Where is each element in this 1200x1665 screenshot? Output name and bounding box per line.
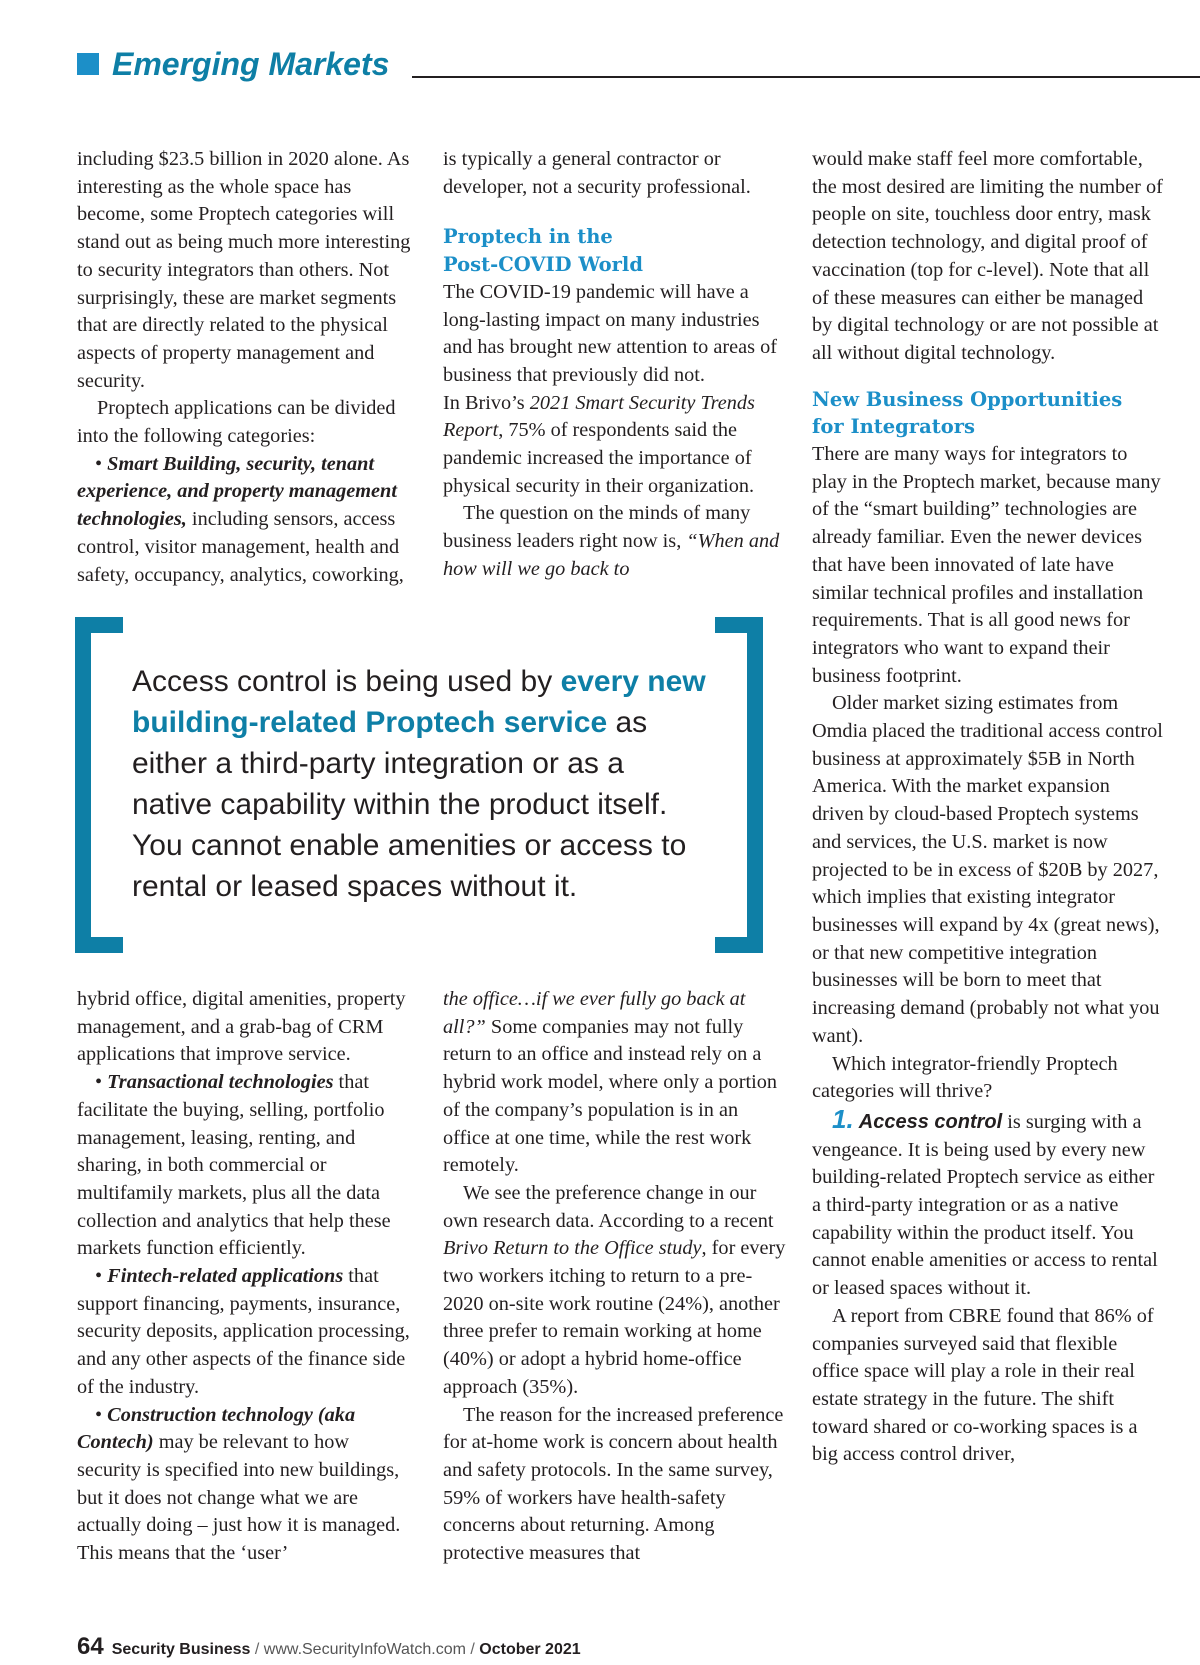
numbered-item: 1. Access control is surging with a vengeance. It is being used by every new building-related Proptech service as either a third-party integration or as a native capability within the product itself. You cannot enable amenities or access to rental or leased spaces without it. [812,1103,1158,1300]
publication-name: Security Business [111,1641,251,1658]
paragraph: hybrid office, digital amenities, property management, and a grab-bag of CRM applications that improve service. [77,988,406,1066]
paragraph: the office…if we ever fully go back at all?” Some companies may not fully return to an office and instead rely on a hybrid work model, where only a portion of the company’s population is in an office at one time, while the rest work remotely. [443,988,778,1177]
paragraph: In Brivo’s 2021 Smart Security Trends Report, 75% of respondents said the pandemic increased the importance of physical security in their organization. [443,391,755,497]
paragraph: Which integrator-friendly Proptech categories will thrive? [812,1052,1118,1103]
paragraph: would make staff feel more comfortable, the most desired are limiting the number of people on site, touchless door entry, mask detection technology, and digital proof of vaccination (top for c-level). Note that all of these measures can either be managed by digital technology or are not possible at all without digital technology. [812,148,1163,364]
paragraph: There are many ways for integrators to play in the Proptech market, because many of the “smart building” technologies are already familiar. Even the newer devices that have been innovated of late have similar technical profiles and installation requirements. That is all good news for integrators who want to expand their business footprint. [812,443,1161,687]
page-number: 64 [77,1633,104,1660]
paragraph: We see the preference change in our own research data. According to a recent Brivo Return to the Office study, for every two workers itching to return to a pre-2020 on-site work routine (24%), another three prefer to remain working at home (40%) or adopt a hybrid home-office approach (35%). [443,1181,786,1398]
subheading: New Business Opportunities for Integrators [812,387,1123,439]
issue-date: October 2021 [479,1641,581,1658]
paragraph: Older market sizing estimates from Omdia placed the traditional access control business at approximately $5B in North America. With the market expansion driven by cloud-based Proptech systems and services, the U.S. market is now projected to be in excess of $20B by 2027, which implies that existing integrator businesses will expand by 4x (great news), or that new competitive integration businesses will be born to meet that increasing demand (probably not what you want). [812,692,1163,1047]
bullet-text: including sensors, access control, visitor management, health and safety, occupancy, analytics, coworking, [77,508,404,586]
paragraph: including $23.5 billion in 2020 alone. As interesting as the whole space has become, some Proptech categories will stand out as being much more interesting to security integrators than others. Not surprisingly, these are market segments that are directly related to the physical aspects of property management and security. [77,148,411,392]
paragraph: A report from CBRE found that 86% of companies surveyed said that flexible office space will play a role in their real estate strategy in the future. The shift toward shared or co-working spaces is a big access control driver, [812,1304,1154,1466]
bullet-item: • Smart Building, security, tenant experience, and property management technologies, including sensors, access control, visitor management, health and safety, occupancy, analytics, coworking, [77,452,404,586]
column-3 [812,146,1164,1469]
item-label: Access control [858,1110,1003,1133]
paragraph: The COVID-19 pandemic will have a long-lasting impact on many industries and has brought new attention to areas of business that previously did not. [443,280,777,386]
right-bracket [715,617,763,953]
item-number: 1. [832,1103,854,1134]
pull-quote-text: Access control is being used by every new building-related Proptech service as either a third-party integration or as a native capability within the product itself. You cannot enable amenities or access to rental or leased spaces without it. [132,665,706,903]
paragraph: The question on the minds of many business leaders right now is, “When and how will we go back to [443,502,780,580]
section-square-icon [77,53,99,75]
subheading: Proptech in the Post-COVID World [443,225,643,277]
column-1-bottom [77,986,417,1568]
bullet-item: • Transactional technologies that facilitate the buying, selling, portfolio management, leasing, renting, and sharing, in both commercial or multifamily markets, plus all the data collection and analytics that help these markets function efficiently. [77,1071,391,1260]
section-header [77,44,1200,84]
section-title: Emerging Markets [112,46,390,82]
paragraph: The reason for the increased preference for at-home work is concern about health and safety protocols. In the same survey, 59% of workers have health-safety concerns about returning. Among protective measures that [443,1403,784,1565]
bullet-item: • Construction technology (aka Contech) may be relevant to how security is specified into new buildings, but it does not change what we are actually doing – just how it is managed. This means that the ‘user’ [77,1403,401,1565]
pull-quote [75,617,763,959]
left-bracket [75,617,123,953]
paragraph: Proptech applications can be divided into the following categories: [77,397,396,448]
column-1-top [77,146,417,589]
column-2-bottom [443,986,788,1568]
bullet-item: • Fintech-related applications that support financing, payments, insurance, security deposits, application processing, and any other aspects of the finance side of the industry. [77,1265,410,1398]
paragraph: is typically a general contractor or developer, not a security professional. [443,148,751,198]
website-url: www.SecurityInfoWatch.com [263,1641,466,1658]
column-2-top [443,146,788,584]
header-rule [412,76,1200,78]
bullet-lead: Smart Building, security, tenant experience, and property management technologies, [77,452,397,531]
page-footer: 64 Security Business / www.SecurityInfoWatch.com / October 2021 [77,1633,581,1660]
